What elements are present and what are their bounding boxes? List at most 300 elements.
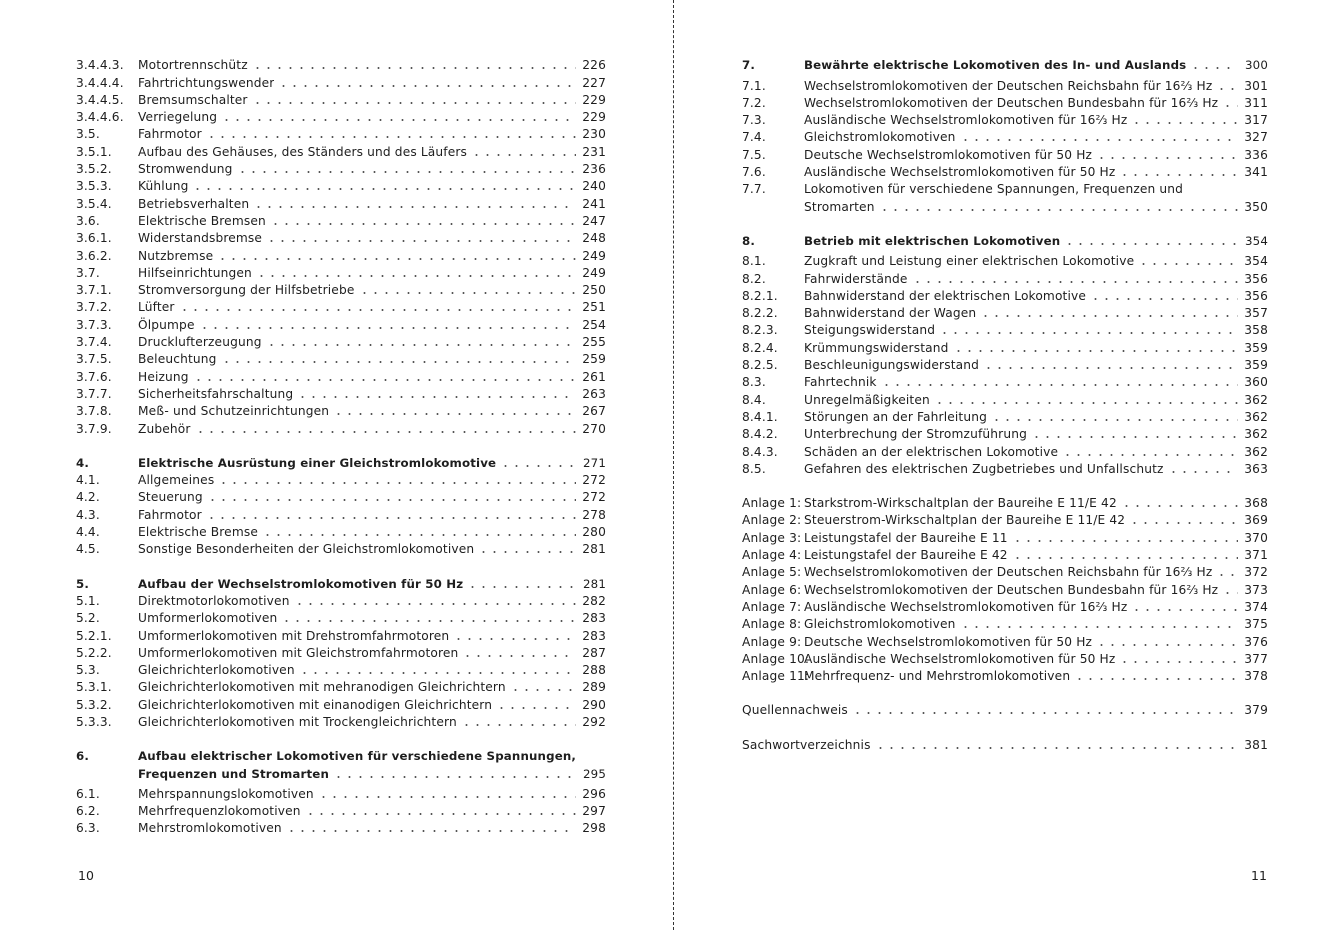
leader-dots <box>461 723 576 727</box>
toc-entry <box>76 315 606 332</box>
entry-page: 282 <box>582 593 606 608</box>
entry-number: 8.1. <box>742 254 766 269</box>
entry-page: 369 <box>1244 513 1268 528</box>
appendix-entry <box>742 632 1268 649</box>
entry-page: 271 <box>583 455 606 470</box>
entry-page: 357 <box>1244 306 1268 321</box>
leader-dots <box>297 395 576 399</box>
toc-entry <box>76 713 606 730</box>
entry-number: 5.2. <box>76 611 100 626</box>
entry-number: 6.1. <box>76 786 100 801</box>
entry-page: 296 <box>582 786 606 801</box>
entry-title: Fahrmotor <box>138 127 202 142</box>
entry-title: Elektrische Bremsen <box>138 213 266 228</box>
leader-dots <box>218 481 576 485</box>
leader-dots <box>333 412 576 416</box>
leader-dots <box>278 84 576 88</box>
leader-dots <box>1138 262 1238 266</box>
leader-dots <box>1096 643 1238 647</box>
toc-entry <box>76 802 606 819</box>
toc-entry <box>742 94 1268 111</box>
toc-entry <box>76 246 606 263</box>
section-heading <box>76 747 606 764</box>
leader-dots <box>980 314 1238 318</box>
entry-number: 4.5. <box>76 542 100 557</box>
toc-entry <box>742 442 1268 459</box>
left-table-of-contents <box>76 56 606 836</box>
leader-dots <box>939 331 1238 335</box>
entry-number: Anlage 10: <box>742 651 810 666</box>
leader-dots <box>299 671 576 675</box>
appendix-entry <box>742 667 1268 684</box>
entry-number: 5.3.1. <box>76 680 112 695</box>
leader-dots <box>467 585 576 589</box>
entry-number: Anlage 8: <box>742 617 802 632</box>
entry-page: 362 <box>1244 444 1268 459</box>
toc-entry-continued <box>742 197 1268 214</box>
entry-title: Nutzbremse <box>138 248 214 263</box>
entry-page: 272 <box>582 490 606 505</box>
toc-entry <box>742 252 1268 269</box>
entry-number: 3.6.1. <box>76 231 112 246</box>
leader-dots <box>237 170 577 174</box>
entry-page: 373 <box>1244 582 1268 597</box>
entry-number: 4.2. <box>76 490 100 505</box>
entry-title: Wechselstromlokomotiven der Deutschen Bundesbahn für 16⅔ Hz <box>804 95 1219 110</box>
entry-number: 7.2. <box>742 95 766 110</box>
leader-dots <box>471 153 576 157</box>
entry-title: Bewährte elektrische Lokomotiven des In- und Auslands <box>804 58 1187 73</box>
appendix-entry <box>742 615 1268 632</box>
entry-title: Unterbrechung der Stromzuführung <box>804 427 1027 442</box>
leader-dots <box>912 280 1239 284</box>
entry-page: 251 <box>582 300 606 315</box>
page-divider <box>673 0 674 930</box>
entry-page: 336 <box>1244 147 1268 162</box>
entry-title: Leistungstafel der Baureihe E 42 <box>804 548 1008 563</box>
entry-page: 272 <box>582 473 606 488</box>
leader-dots <box>195 430 576 434</box>
entry-title: Fahrtrichtungswender <box>138 75 275 90</box>
entry-number: Anlage 5: <box>742 565 802 580</box>
leader-dots <box>1216 87 1238 91</box>
entry-title: Widerstandsbremse <box>138 231 263 246</box>
leader-dots <box>1131 121 1238 125</box>
toc-entry <box>742 425 1268 442</box>
leader-dots <box>266 343 576 347</box>
entry-page: 359 <box>1244 340 1268 355</box>
entry-title: Gleichstromlokomotiven <box>804 617 956 632</box>
entry-page: 327 <box>1244 130 1268 145</box>
toc-entry <box>76 125 606 142</box>
entry-title: Heizung <box>138 369 189 384</box>
entry-page: 263 <box>582 386 606 401</box>
entry-title: Sachwortverzeichnis <box>742 737 871 752</box>
toc-entry <box>742 111 1268 128</box>
entry-title: Allgemeines <box>138 473 215 488</box>
entry-page: 255 <box>582 335 606 350</box>
leader-dots <box>193 378 576 382</box>
page-number-right: 11 <box>1251 868 1267 883</box>
entry-number: 5.2.2. <box>76 645 112 660</box>
toc-entry <box>76 108 606 125</box>
entry-number: 3.7.2. <box>76 300 112 315</box>
toc-entry <box>742 390 1268 407</box>
leader-dots <box>179 308 576 312</box>
entry-page: 317 <box>1244 113 1268 128</box>
entry-title: Gleichrichterlokomotiven mit Trockengleichrichtern <box>138 714 457 729</box>
right-table-of-contents <box>742 56 1268 753</box>
entry-number: 4. <box>76 455 89 470</box>
entry-number: 3.7.7. <box>76 386 112 401</box>
entry-page: 267 <box>582 404 606 419</box>
toc-entry <box>742 338 1268 355</box>
entry-page: 287 <box>582 645 606 660</box>
entry-title: Mehrspannungslokomotiven <box>138 786 314 801</box>
toc-entry <box>76 264 606 281</box>
entry-page: 374 <box>1244 599 1268 614</box>
entry-title: Ausländische Wechselstromlokomotiven für 50 Hz <box>804 165 1116 180</box>
entry-page: 289 <box>582 680 606 695</box>
entry-title: Ölpumpe <box>138 317 195 332</box>
entry-number: 3.4.4.4. <box>76 75 124 90</box>
entry-page: 311 <box>1244 95 1268 110</box>
appendix-entry <box>742 650 1268 667</box>
toc-entry <box>742 180 1268 197</box>
entry-page: 292 <box>582 714 606 729</box>
appendix-entry <box>742 494 1268 511</box>
toc-entry <box>76 626 606 643</box>
entry-page: 288 <box>582 663 606 678</box>
entry-number: 3.5.2. <box>76 162 112 177</box>
toc-entry <box>742 304 1268 321</box>
toc-entry <box>76 367 606 384</box>
entry-page: 301 <box>1244 78 1268 93</box>
entry-number: Anlage 11: <box>742 669 810 684</box>
toc-entry <box>76 402 606 419</box>
toc-entry <box>742 287 1268 304</box>
toc-entry <box>742 408 1268 425</box>
entry-page: 371 <box>1244 548 1268 563</box>
entry-number: 3.7.4. <box>76 335 112 350</box>
leader-dots <box>960 625 1239 629</box>
entry-number: 4.3. <box>76 507 100 522</box>
toc-entry <box>76 333 606 350</box>
leader-dots <box>496 706 576 710</box>
entry-number: 5. <box>76 576 89 591</box>
entry-number: 7.1. <box>742 78 766 93</box>
entry-title: Quellennachweis <box>742 703 848 718</box>
entry-number: 3.4.4.6. <box>76 110 124 125</box>
section-heading <box>76 454 606 471</box>
leader-dots <box>1062 453 1238 457</box>
entry-title: Bahnwiderstand der elektrischen Lokomotive <box>804 288 1087 303</box>
entry-page: 236 <box>582 162 606 177</box>
entry-page: 350 <box>1244 199 1268 214</box>
leader-dots <box>879 208 1238 212</box>
toc-entry <box>76 142 606 159</box>
entry-page: 250 <box>582 283 606 298</box>
leader-dots <box>192 187 576 191</box>
entry-number: 6.3. <box>76 821 100 836</box>
entry-page: 247 <box>582 213 606 228</box>
entry-title: Frequenzen und Stromarten <box>138 766 330 781</box>
entry-page: 377 <box>1244 651 1268 666</box>
entry-title: Gleichrichterlokomotiven mit mehranodigen Gleichrichtern <box>138 680 506 695</box>
appendix-entry <box>742 598 1268 615</box>
entry-title: Hilfseinrichtungen <box>138 265 252 280</box>
entry-title: Aufbau der Wechselstromlokomotiven für 50 Hz <box>138 576 464 591</box>
toc-entry <box>76 488 606 505</box>
entry-page: 356 <box>1244 271 1268 286</box>
entry-number: 8.2.4. <box>742 340 778 355</box>
entry-page: 358 <box>1244 323 1268 338</box>
entry-page: 298 <box>582 821 606 836</box>
entry-page: 356 <box>1244 288 1268 303</box>
entry-number: 6.2. <box>76 804 100 819</box>
entry-page: 254 <box>582 317 606 332</box>
leader-dots <box>253 205 576 209</box>
entry-title: Meß- und Schutzeinrichtungen <box>138 404 330 419</box>
entry-title: Schäden an der elektrischen Lokomotive <box>804 444 1059 459</box>
toc-entry <box>76 419 606 436</box>
appendix-entry <box>742 546 1268 563</box>
entry-number: 8.4. <box>742 392 766 407</box>
toc-entry <box>76 160 606 177</box>
entry-title: Elektrische Bremse <box>138 525 258 540</box>
toc-entry <box>76 73 606 90</box>
entry-number: 6. <box>76 749 89 764</box>
entry-page: 283 <box>582 628 606 643</box>
leader-dots <box>1121 504 1238 508</box>
entry-title: Lokomotiven für verschiedene Spannungen, Frequenzen und <box>804 182 1184 197</box>
entry-number: Anlage 9: <box>742 634 802 649</box>
leader-dots <box>270 222 576 226</box>
section-heading <box>76 574 606 591</box>
entry-page: 240 <box>582 179 606 194</box>
entry-title: Steigungswiderstand <box>804 323 936 338</box>
entry-number: 7.6. <box>742 165 766 180</box>
leader-dots <box>206 516 576 520</box>
entry-page: 229 <box>582 92 606 107</box>
toc-entry <box>76 212 606 229</box>
entry-page: 379 <box>1244 703 1268 718</box>
section-heading <box>742 232 1268 249</box>
section-heading-continued <box>76 764 606 781</box>
entry-number: Anlage 1: <box>742 496 802 511</box>
toc-entry <box>742 373 1268 390</box>
entry-number: 3.5.4. <box>76 196 112 211</box>
entry-page: 375 <box>1244 617 1268 632</box>
leader-dots <box>252 66 576 70</box>
leader-dots <box>281 619 576 623</box>
entry-page: 381 <box>1244 737 1268 752</box>
leader-dots <box>294 602 576 606</box>
toc-entry <box>76 540 606 557</box>
toc-entry <box>76 505 606 522</box>
entry-page: 295 <box>583 766 606 781</box>
leader-dots <box>1168 470 1238 474</box>
leader-dots <box>1064 242 1238 246</box>
entry-number: 4.4. <box>76 525 100 540</box>
leader-dots <box>875 746 1238 750</box>
entry-title: Kühlung <box>138 179 189 194</box>
entry-number: 8.3. <box>742 375 766 390</box>
entry-number: 8.2.5. <box>742 358 778 373</box>
entry-title: Drucklufterzeugung <box>138 335 262 350</box>
toc-entry <box>76 194 606 211</box>
entry-title: Wechselstromlokomotiven der Deutschen Reichsbahn für 16⅔ Hz <box>804 78 1213 93</box>
entry-number: 5.1. <box>76 593 100 608</box>
entry-title: Mehrstromlokomotiven <box>138 821 282 836</box>
entry-page: 376 <box>1244 634 1268 649</box>
entry-title: Deutsche Wechselstromlokomotiven für 50 Hz <box>804 147 1093 162</box>
entry-page: 270 <box>582 421 606 436</box>
leader-dots <box>1119 173 1238 177</box>
entry-number: Anlage 7: <box>742 599 802 614</box>
entry-page: 297 <box>582 804 606 819</box>
leader-dots <box>266 239 576 243</box>
entry-title: Stromarten <box>804 199 875 214</box>
entry-page: 261 <box>582 369 606 384</box>
toc-entry <box>742 269 1268 286</box>
entry-number: 3.5. <box>76 127 100 142</box>
entry-number: 5.2.1. <box>76 628 112 643</box>
entry-page: 281 <box>582 542 606 557</box>
leader-dots <box>960 138 1239 142</box>
page-number-left: 10 <box>78 868 94 883</box>
toc-entry <box>742 163 1268 180</box>
leader-dots <box>1074 677 1238 681</box>
entry-title: Krümmungswiderstand <box>804 340 949 355</box>
entry-title: Wechselstromlokomotiven der Deutschen Bundesbahn für 16⅔ Hz <box>804 582 1219 597</box>
entry-title: Sicherheitsfahrschaltung <box>138 386 294 401</box>
toc-entry <box>76 785 606 802</box>
entry-number: 3.4.4.5. <box>76 92 124 107</box>
leader-dots <box>1129 521 1238 525</box>
leader-dots <box>305 812 576 816</box>
entry-number: 8.2.1. <box>742 288 778 303</box>
leader-dots <box>1012 539 1238 543</box>
toc-entry <box>742 460 1268 477</box>
entry-page: 249 <box>582 265 606 280</box>
leader-dots <box>221 360 576 364</box>
leader-dots <box>262 533 576 537</box>
sources-entry <box>742 701 1268 718</box>
entry-title: Steuerung <box>138 490 203 505</box>
entry-page: 378 <box>1244 669 1268 684</box>
leader-dots <box>1012 556 1238 560</box>
leader-dots <box>983 366 1238 370</box>
leader-dots <box>1119 660 1238 664</box>
entry-title: Lüfter <box>138 300 175 315</box>
entry-page: 278 <box>582 507 606 522</box>
section-heading <box>742 56 1268 73</box>
leader-dots <box>359 291 577 295</box>
entry-title: Beleuchtung <box>138 352 217 367</box>
entry-number: 7.3. <box>742 113 766 128</box>
entry-number: 7.5. <box>742 147 766 162</box>
toc-entry <box>76 91 606 108</box>
entry-number: 3.7.1. <box>76 283 112 298</box>
entry-number: 3.7. <box>76 265 100 280</box>
entry-title: Stromwendung <box>138 162 233 177</box>
entry-title: Ausländische Wechselstromlokomotiven für 16⅔ Hz <box>804 599 1128 614</box>
entry-title: Zubehör <box>138 421 191 436</box>
leader-dots <box>1190 66 1238 70</box>
toc-entry <box>76 281 606 298</box>
entry-page: 283 <box>582 611 606 626</box>
leader-dots <box>453 637 576 641</box>
toc-entry <box>76 229 606 246</box>
leader-dots <box>217 257 576 261</box>
entry-title: Motortrennschütz <box>138 58 248 73</box>
entry-title: Starkstrom-Wirkschaltplan der Baureihe E 11/E 42 <box>804 496 1117 511</box>
entry-title: Stromversorgung der Hilfsbetriebe <box>138 283 355 298</box>
entry-number: 7.4. <box>742 130 766 145</box>
entry-page: 231 <box>582 144 606 159</box>
entry-page: 290 <box>582 697 606 712</box>
entry-title: Gleichstromlokomotiven <box>804 130 956 145</box>
entry-title: Direktmotorlokomotiven <box>138 593 290 608</box>
leader-dots <box>500 464 576 468</box>
entry-number: 8.4.1. <box>742 409 778 424</box>
entry-title: Elektrische Ausrüstung einer Gleichstromlokomotive <box>138 455 497 470</box>
entry-number: 4.1. <box>76 473 100 488</box>
entry-title: Verriegelung <box>138 110 218 125</box>
entry-title: Bahnwiderstand der Wagen <box>804 306 977 321</box>
entry-number: 3.7.5. <box>76 352 112 367</box>
entry-number: 3.5.3. <box>76 179 112 194</box>
leader-dots <box>207 498 576 502</box>
toc-entry <box>76 661 606 678</box>
entry-number: Anlage 4: <box>742 548 802 563</box>
toc-entry <box>742 321 1268 338</box>
entry-title: Aufbau elektrischer Lokomotiven für verschiedene Spannungen, <box>138 749 577 764</box>
entry-title: Unregelmäßigkeiten <box>804 392 930 407</box>
entry-number: 3.5.1. <box>76 144 112 159</box>
leader-dots <box>991 418 1238 422</box>
leader-dots <box>333 775 576 779</box>
entry-number: 3.6. <box>76 213 100 228</box>
right-page <box>676 0 1343 930</box>
entry-number: 8.2.3. <box>742 323 778 338</box>
entry-number: 8.4.3. <box>742 444 778 459</box>
toc-entry <box>76 350 606 367</box>
entry-number: 5.3. <box>76 663 100 678</box>
leader-dots <box>462 654 576 658</box>
entry-number: 8.4.2. <box>742 427 778 442</box>
entry-number: 3.7.3. <box>76 317 112 332</box>
entry-page: 372 <box>1244 565 1268 580</box>
leader-dots <box>252 101 576 105</box>
entry-page: 360 <box>1244 375 1268 390</box>
entry-page: 354 <box>1245 233 1268 248</box>
entry-title: Aufbau des Gehäuses, des Ständers und des Läufers <box>138 144 468 159</box>
entry-title: Störungen an der Fahrleitung <box>804 409 987 424</box>
leader-dots <box>934 401 1238 405</box>
toc-entry <box>742 76 1268 93</box>
toc-entry <box>76 592 606 609</box>
entry-title: Zugkraft und Leistung einer elektrischen Lokomotive <box>804 254 1135 269</box>
entry-number: 8.2. <box>742 271 766 286</box>
entry-page: 341 <box>1244 165 1268 180</box>
entry-page: 363 <box>1244 461 1268 476</box>
entry-page: 280 <box>582 525 606 540</box>
leader-dots <box>1096 156 1238 160</box>
leader-dots <box>510 688 576 692</box>
entry-page: 362 <box>1244 409 1268 424</box>
